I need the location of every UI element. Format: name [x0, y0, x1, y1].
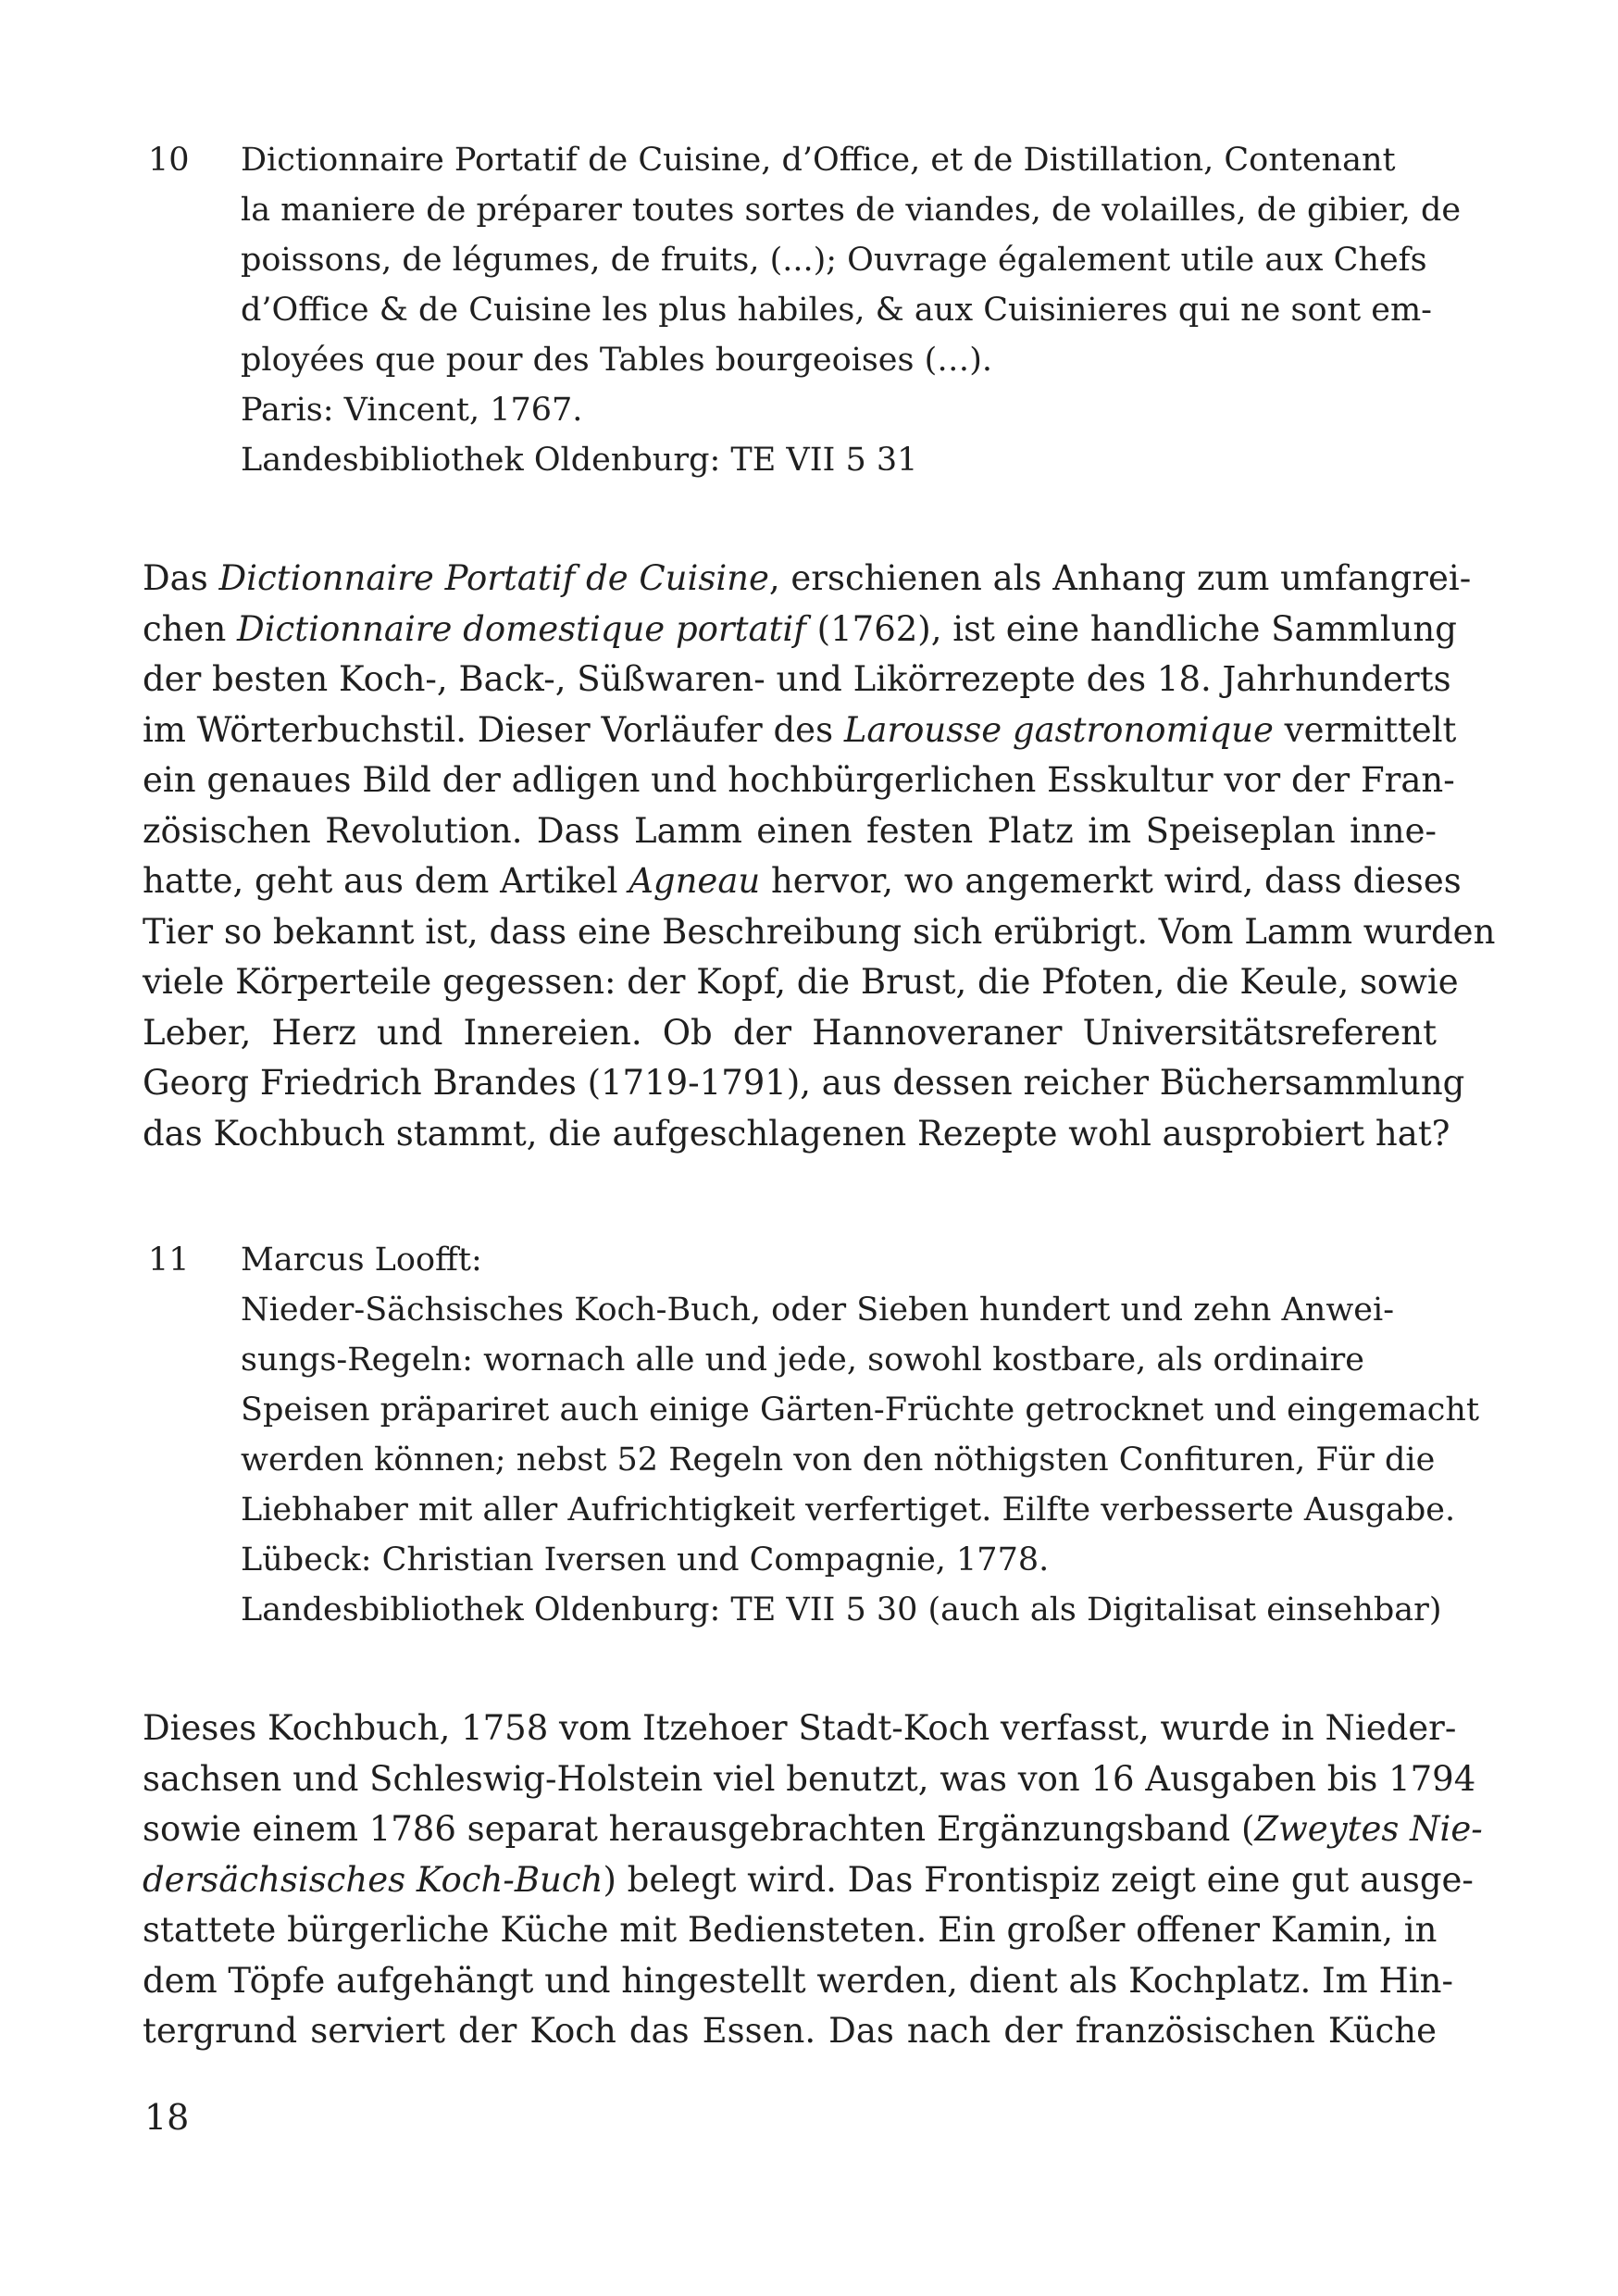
entry-line: Landesbibliothek Oldenburg: TE VII 5 31 [241, 442, 918, 479]
paragraph-line: ein genaues Bild der adligen und hochbürgerlichen Esskultur vor der Fran- [143, 760, 1455, 800]
paragraph-line: tergrund serviert der Koch das Essen. Das nach der französischen Küche [143, 2011, 1437, 2051]
body-paragraph [143, 1703, 1483, 2057]
entry-line: werden können; nebst 52 Regeln von den nöthigsten Confituren, Für die [241, 1441, 1436, 1479]
entry-line: Marcus Loofft: [241, 1242, 482, 1279]
entry-text [241, 1235, 1480, 1635]
entry-line: Lübeck: Christian Iversen und Compagnie, 1778. [241, 1541, 1050, 1578]
book-title-italic: Larousse gastronomique [843, 709, 1274, 750]
paragraph-line: Dieses Kochbuch, 1758 vom Itzehoer Stadt-Koch verfasst, wurde in Nieder- [143, 1708, 1457, 1748]
paragraph-line: Das Dictionnaire Portatif de Cuisine, erschienen als Anhang zum umfangrei- [143, 558, 1472, 598]
paragraph-line: das Kochbuch stammt, die aufgeschlagenen Rezepte wohl ausprobiert hat? [143, 1113, 1450, 1154]
book-title-italic: Dictionnaire Portatif de Cuisine [218, 558, 769, 598]
paragraph-line: im Wörterbuchstil. Dieser Vorläufer des Larousse gastronomique vermittelt [143, 709, 1457, 750]
entry-line: la maniere de préparer toutes sortes de viandes, de volailles, de gibier, de [241, 192, 1462, 229]
book-title-italic: Dictionnaire domestique portatif [237, 608, 806, 649]
book-title-italic: Zweytes Nie- [1254, 1809, 1483, 1849]
entry-number: 11 [148, 1242, 190, 1279]
paragraph-line: dersächsisches Koch-Buch) belegt wird. Das Frontispiz zeigt eine gut ausge- [143, 1859, 1474, 1900]
entry-line: d’Office & de Cuisine les plus habiles, & aux Cuisinieres qui ne sont em- [241, 292, 1432, 329]
entry-line: sungs-Regeln: wornach alle und jede, sowohl kostbare, als ordinaire [241, 1341, 1364, 1379]
page-number: 18 [144, 2097, 190, 2138]
paragraph-line: sowie einem 1786 separat herausgebrachten Ergänzungsband (Zweytes Nie- [143, 1809, 1483, 1849]
entry-line: Paris: Vincent, 1767. [241, 392, 583, 429]
entry-line: Nieder-Sächsisches Koch-Buch, oder Sieben hundert und zehn Anwei- [241, 1292, 1395, 1329]
paragraph-line: dem Töpfe aufgehängt und hingestellt werden, dient als Kochplatz. Im Hin- [143, 1960, 1453, 2001]
article-name-italic: Agneau [629, 861, 761, 901]
book-title-italic: dersächsisches Koch-Buch [143, 1859, 604, 1900]
paragraph-line: Leber, Herz und Innereien. Ob der Hannoveraner Universitätsreferent [143, 1012, 1437, 1053]
entry-line: Liebhaber mit aller Aufrichtigkeit verfertiget. Eilfte verbesserte Ausgabe. [241, 1491, 1456, 1529]
paragraph-line: Tier so bekannt ist, dass eine Beschreibung sich erübrigt. Vom Lamm wurden [143, 911, 1496, 952]
entry-line: Landesbibliothek Oldenburg: TE VII 5 30 (auch als Digitalisat einsehbar) [241, 1591, 1442, 1628]
paragraph-line: hatte, geht aus dem Artikel Agneau hervor, wo angemerkt wird, dass dieses [143, 861, 1462, 901]
body-paragraph [143, 554, 1496, 1159]
entry-line: ployées que pour des Tables bourgeoises (…). [241, 342, 993, 379]
entry-number: 10 [148, 142, 190, 179]
entry-text [241, 135, 1462, 485]
paragraph-line: stattete bürgerliche Küche mit Bediensteten. Ein großer offener Kamin, in [143, 1910, 1438, 1950]
entry-line: poissons, de légumes, de fruits, (...); Ouvrage également utile aux Chefs [241, 242, 1427, 279]
paragraph-line: zösischen Revolution. Dass Lamm einen festen Platz im Speiseplan inne- [143, 810, 1437, 851]
paragraph-line: der besten Koch-, Back-, Süßwaren- und Likörrezepte des 18. Jahrhunderts [143, 659, 1451, 699]
paragraph-line: viele Körperteile gegessen: der Kopf, die Brust, die Pfoten, die Keule, sowie [143, 962, 1459, 1002]
paragraph-line: chen Dictionnaire domestique portatif (1762), ist eine handliche Sammlung [143, 608, 1457, 649]
paragraph-line: sachsen und Schleswig-Holstein viel benutzt, was von 16 Ausgaben bis 1794 [143, 1758, 1476, 1799]
paragraph-line: Georg Friedrich Brandes (1719-1791), aus dessen reicher Büchersammlung [143, 1063, 1465, 1103]
entry-line: Speisen präpariret auch einige Gärten-Früchte getrocknet und eingemacht [241, 1391, 1480, 1429]
entry-line: Dictionnaire Portatif de Cuisine, d’Office, et de Distillation, Contenant [241, 142, 1396, 179]
